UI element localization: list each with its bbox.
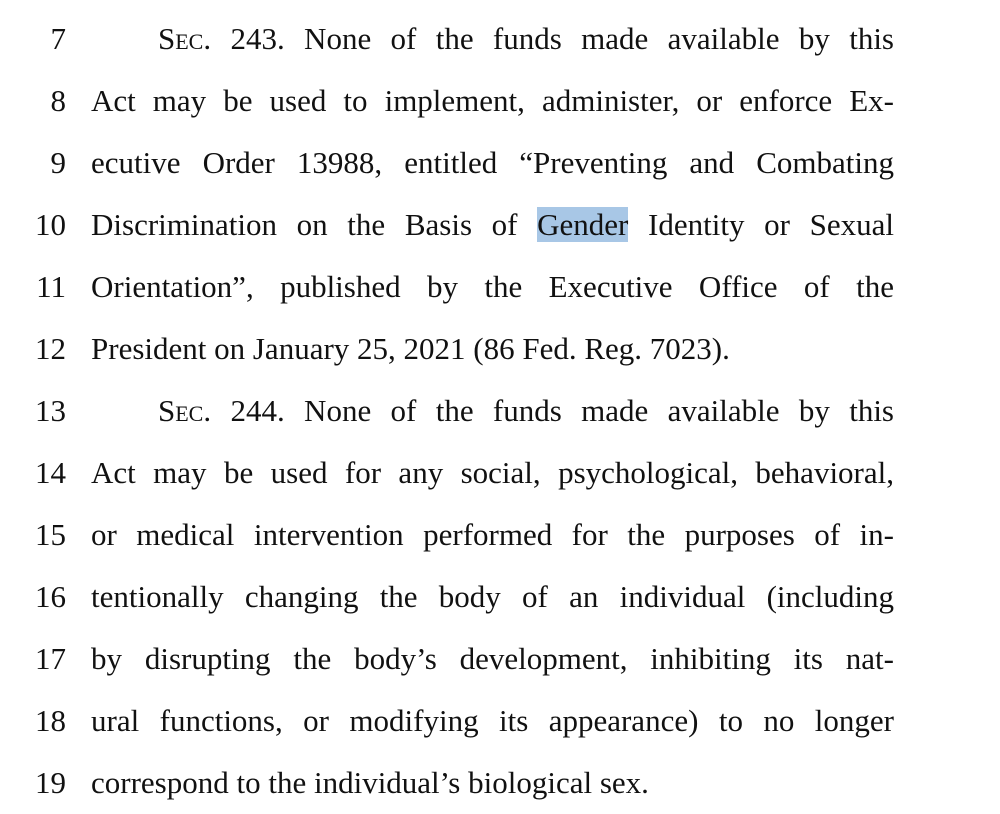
section-label: Sec. [158,21,212,56]
line-content: Discrimination on the Basis of [91,207,538,242]
line-number: 12 [35,331,66,366]
line-number: 18 [35,703,66,738]
document-line [0,194,1000,256]
line-number: 7 [50,21,66,56]
document-line [0,566,1000,628]
document-line [0,318,1000,380]
line-number: 15 [35,517,66,552]
line-number: 8 [50,83,66,118]
line-content: 243. None of the funds made available by this [211,21,894,56]
selected-text-highlight[interactable]: Gender [537,207,629,242]
document-line [0,256,1000,318]
section-label: Sec. [158,393,212,428]
document-line [0,752,1000,814]
line-text[interactable] [158,22,894,56]
document-line [0,442,1000,504]
line-number: 13 [35,393,66,428]
document-line [0,504,1000,566]
line-text[interactable]: Act may be used for any social, psychological, behavioral, [91,455,894,490]
line-text[interactable]: by disrupting the body’s development, inhibiting its nat- [91,641,894,676]
document-line [0,628,1000,690]
line-number: 9 [50,145,66,180]
line-text[interactable] [158,394,894,428]
document-line [0,70,1000,132]
line-text[interactable]: ural functions, or modifying its appearance) to no longer [91,703,894,738]
line-number: 16 [35,579,66,614]
document-line [0,380,1000,442]
line-number: 14 [35,455,66,490]
line-number: 19 [35,765,66,800]
line-content: Identity or Sexual [628,207,894,242]
line-number: 11 [36,269,66,304]
line-text[interactable]: Act may be used to implement, administer, or enforce Ex- [91,83,894,118]
line-number: 10 [35,207,66,242]
document-line [0,690,1000,752]
line-text[interactable]: correspond to the individual’s biological sex. [91,765,649,800]
line-number: 17 [35,641,66,676]
line-text[interactable]: President on January 25, 2021 (86 Fed. Reg. 7023). [91,331,730,366]
document-line [0,132,1000,194]
line-text[interactable]: tentionally changing the body of an individual (including [91,579,894,614]
line-text[interactable]: ecutive Order 13988, entitled “Preventing and Combating [91,145,894,180]
line-content: 244. None of the funds made available by this [211,393,894,428]
document-line [0,8,1000,70]
line-text[interactable] [91,208,894,242]
line-text[interactable]: or medical intervention performed for the purposes of in- [91,517,894,552]
line-text[interactable]: Orientation”, published by the Executive Office of the [91,269,894,304]
